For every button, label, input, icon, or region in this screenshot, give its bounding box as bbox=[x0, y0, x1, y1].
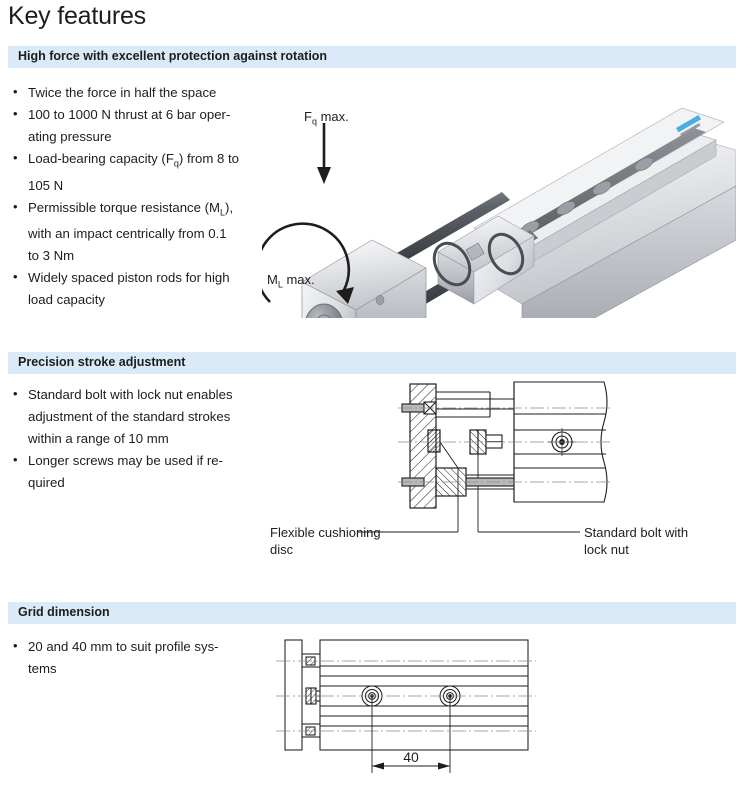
list-item-text: Load-bearing capacity $(F_q)$ from 8 to 105 N bbox=[28, 151, 239, 193]
callout-line-2: lock nut bbox=[584, 542, 629, 557]
fq-arrow-annotation bbox=[317, 123, 331, 184]
section-header-precision-stroke bbox=[8, 352, 736, 374]
list-item-text: Permissible torque resistance $(M_L)$, with an impact centrically from 0.1 to 3 Nm bbox=[28, 199, 234, 264]
figure-cross-section bbox=[262, 372, 736, 572]
figure-grid-dimension bbox=[268, 628, 568, 783]
section-header-high-force bbox=[8, 46, 736, 68]
callout-line-1: Flexible cushioning bbox=[270, 525, 381, 540]
list-item-text: Twice the force in half the space bbox=[28, 85, 217, 100]
bullet-list-precision-stroke bbox=[10, 384, 260, 494]
section-header-grid-dimension bbox=[8, 602, 736, 624]
bullet-list-grid-dimension bbox=[10, 636, 260, 680]
grid-dimension-value: 40 bbox=[403, 749, 419, 765]
section-heading-label: Grid dimension bbox=[18, 605, 110, 619]
callout-standard-bolt-lock-nut bbox=[584, 524, 688, 558]
list-item bbox=[10, 636, 260, 680]
fq-max-label: $F_q$ max. bbox=[304, 109, 349, 127]
callout-line-2: disc bbox=[270, 542, 294, 557]
list-item-text: Widely spaced piston rods for high load capacity bbox=[28, 270, 230, 308]
list-item-text: 20 and 40 mm to suit profile sys- tems bbox=[28, 639, 219, 676]
figure-guided-drive-3d bbox=[262, 68, 736, 318]
callout-line-1: Standard bolt with bbox=[584, 525, 689, 540]
section-heading-label: High force with excellent protection against rotation bbox=[18, 49, 328, 63]
list-item-text: 100 to 1000 N thrust at 6 bar oper- ating pressure bbox=[28, 107, 231, 144]
bullet-list-high-force bbox=[10, 82, 260, 311]
list-item bbox=[10, 82, 260, 104]
list-item bbox=[10, 148, 260, 197]
callout-flexible-cushioning-disc bbox=[270, 524, 381, 558]
list-item-text: Longer screws may be used if re- quired bbox=[28, 453, 223, 490]
list-item bbox=[10, 104, 260, 148]
section-heading-label: Precision stroke adjustment bbox=[18, 355, 186, 369]
list-item-text: Standard bolt with lock nut enables adjustment of the standard strokes within a range of 10 mm bbox=[28, 387, 233, 446]
ml-max-label: $M_L$ max. bbox=[267, 272, 315, 290]
list-item bbox=[10, 197, 260, 268]
list-item bbox=[10, 450, 260, 494]
list-item bbox=[10, 384, 260, 450]
grid-dimension-illustration bbox=[268, 628, 568, 783]
guided-drive-illustration bbox=[262, 68, 736, 318]
list-item bbox=[10, 267, 260, 311]
page-title: Key features bbox=[8, 2, 146, 30]
